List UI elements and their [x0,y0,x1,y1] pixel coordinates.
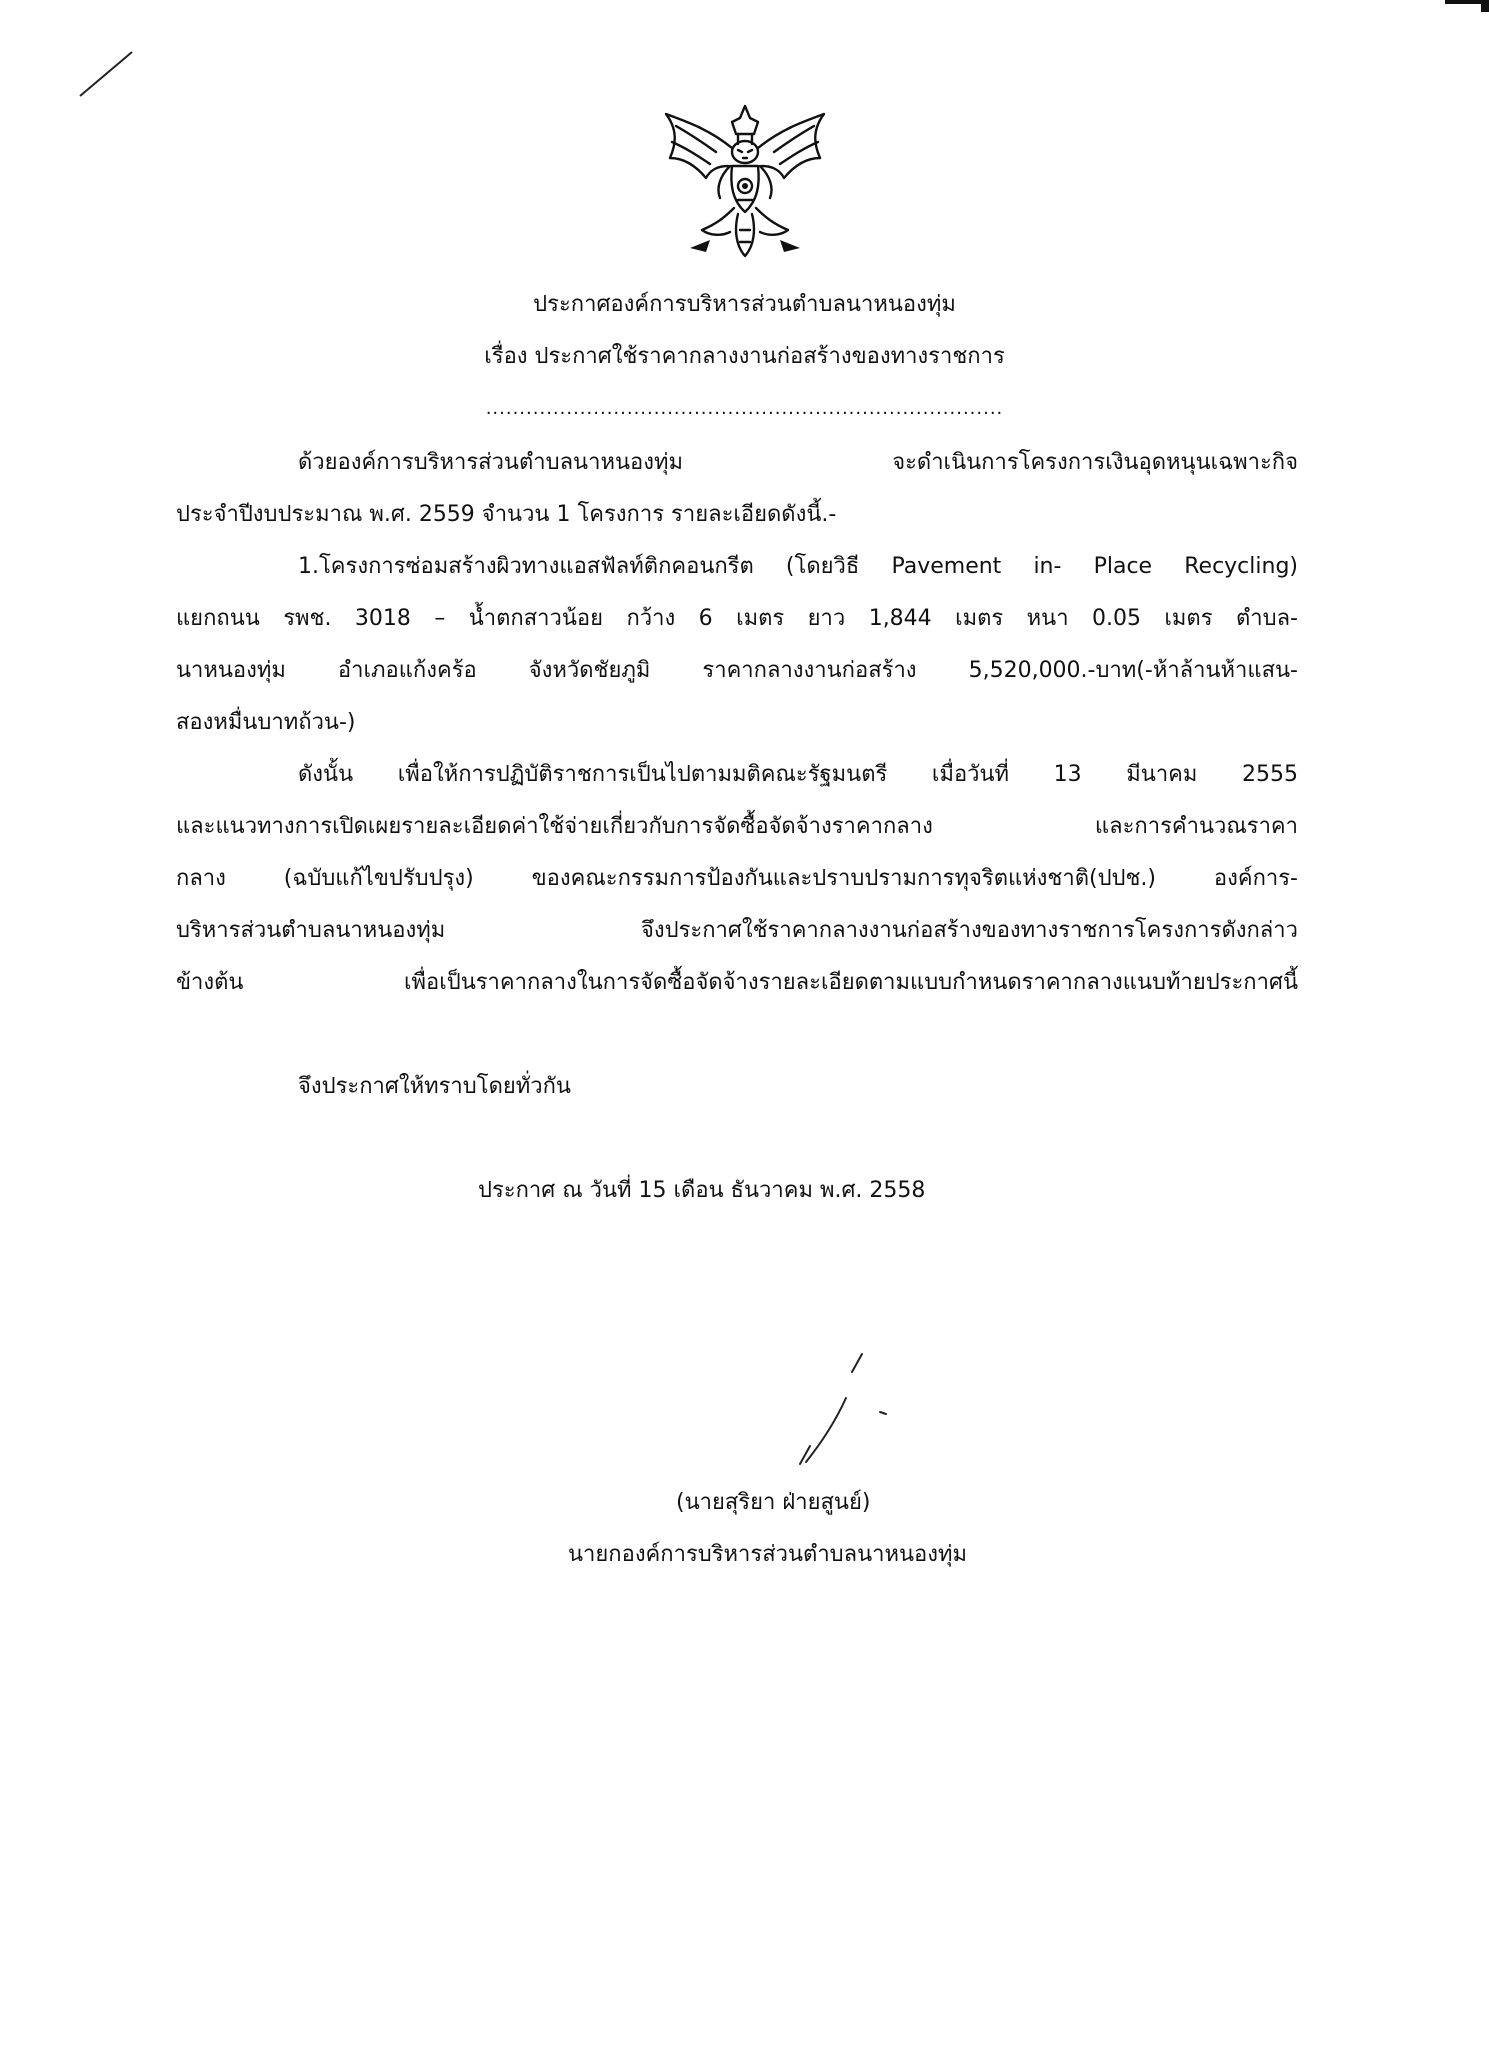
item1-line-4: สองหมื่นบาทถ้วน-) [176,710,356,735]
garuda-emblem-icon [650,100,840,260]
item1-line-3: นาหนองทุ่ม อำเภอแก้งคร้อ จังหวัดชัยภูมิ ราคากลางงานก่อสร้าง 5,520,000.-บาท(-ห้าล้านห้าแสน- [176,658,1298,683]
therefore-line-2: และแนวทางการเปิดเผยรายละเอียดค่าใช้จ่ายเกี่ยวกับการจัดซื้อจัดจ้างราคากลาง และการคำนวณราคา [176,814,1298,839]
closing-line: จึงประกาศให้ทราบโดยทั่วกัน [298,1074,571,1099]
announcement-title: ประกาศองค์การบริหารส่วนตำบลนาหนองทุ่ม [533,292,956,317]
therefore-line-1: ดังนั้น เพื่อให้การปฏิบัติราชการเป็นไปตามมติคณะรัฐมนตรี เมื่อวันที่ 13 มีนาคม 2555 [298,762,1298,787]
title-separator: ............................................................................. [485,398,1004,419]
pen-stroke-mark [78,50,134,98]
signature-scribble [770,1350,890,1490]
therefore-line-5: ข้างต้น เพื่อเป็นราคากลางในการจัดซื้อจัดจ้างรายละเอียดตามแบบกำหนดราคากลางแนบท้ายประกาศนี้ [176,970,1298,995]
scan-corner-mark [1445,0,1489,12]
announcement-date: ประกาศ ณ วันที่ 15 เดือน ธันวาคม พ.ศ. 2558 [478,1178,926,1203]
item1-line-2: แยกถนน รพช. 3018 – น้ำตกสาวน้อย กว้าง 6 เมตร ยาว 1,844 เมตร หนา 0.05 เมตร ตำบล- [176,606,1298,631]
intro-line-2: ประจำปีงบประมาณ พ.ศ. 2559 จำนวน 1 โครงการ รายละเอียดดังนี้.- [176,502,837,527]
item1-line-1: 1.โครงการซ่อมสร้างผิวทางแอสฟัลท์ติกคอนกรีต (โดยวิธี Pavement in- Place Recycling) [298,554,1298,579]
signatory-name: (นายสุริยา ฝ่ายสูนย์) [676,1490,871,1515]
intro-line-1: ด้วยองค์การบริหารส่วนตำบลนาหนองทุ่ม จะดำเนินการโครงการเงินอุดหนุนเฉพาะกิจ [298,450,1298,475]
therefore-line-3: กลาง (ฉบับแก้ไขปรับปรุง) ของคณะกรรมการป้องกันและปราบปรามการทุจริตแห่งชาติ(ปปช.) องค์การ- [176,866,1298,891]
announcement-subject: เรื่อง ประกาศใช้ราคากลางงานก่อสร้างของทางราชการ [484,344,1005,369]
signatory-position: นายกองค์การบริหารส่วนตำบลนาหนองทุ่ม [568,1542,968,1567]
therefore-line-4: บริหารส่วนตำบลนาหนองทุ่ม จึงประกาศใช้ราคากลางงานก่อสร้างของทางราชการโครงการดังกล่าว [176,918,1298,943]
